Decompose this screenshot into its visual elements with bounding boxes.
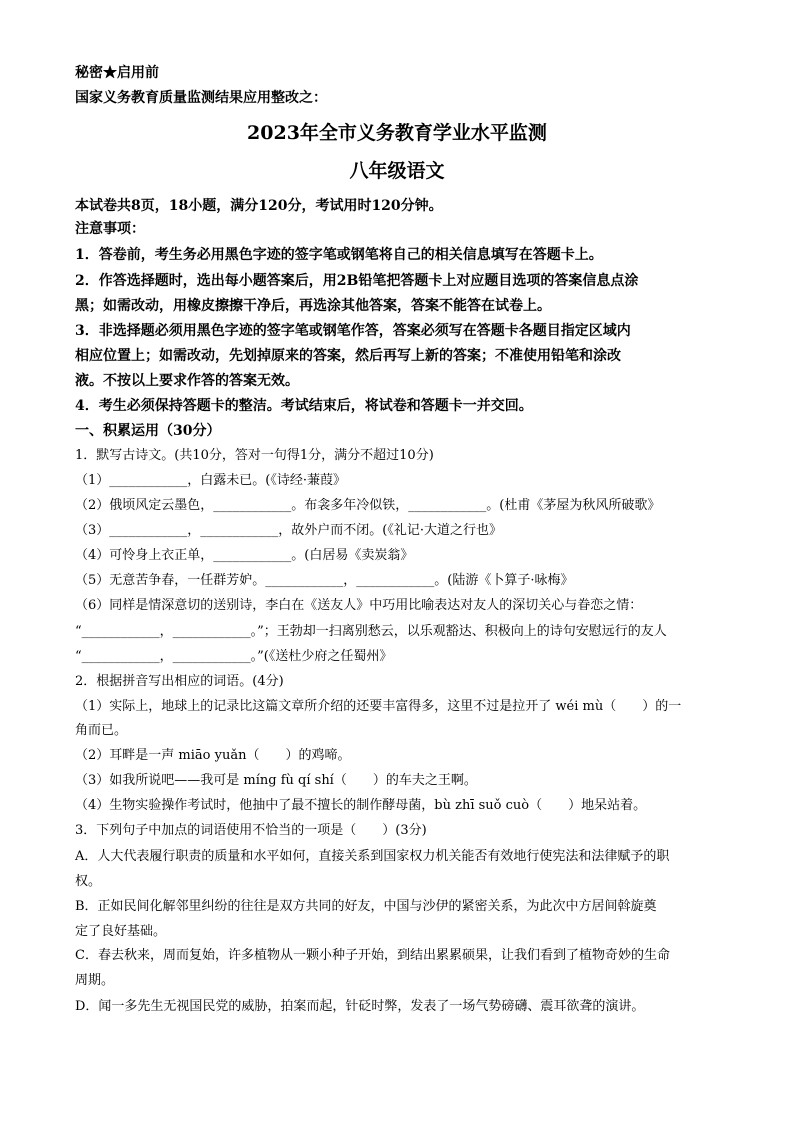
question-line: （1）____________，白露未已。(《诗经·蒹葭》: [75, 473, 346, 488]
note-line: 1．答卷前，考生务必用黑色字迹的签字笔或钢笔将自己的相关信息填写在答题卡上。: [75, 247, 603, 263]
question-line: “____________，____________。”(《送杜少府之任蜀州》: [75, 649, 393, 664]
section-heading: 一、积累运用（30分）: [75, 423, 221, 439]
question-line: （2）耳畔是一声 miāo yuǎn（ ）的鸡啼。: [75, 748, 351, 763]
question-line: （3）____________，____________，故外户而不闭。(《礼记·大道之行也》: [75, 523, 502, 538]
exam-title: 2023年全市义务教育学业水平监测: [247, 122, 547, 144]
question-line: 2．根据拼音写出相应的词语。(4分): [75, 674, 284, 689]
note-line: 液。不按以上要求作答的答案无效。: [75, 373, 299, 389]
question-line: （3）如我所说吧——我可是 míng fù qí shí（ ）的车夫之王啊。: [75, 773, 477, 788]
secret-label: 秘密★启用前: [75, 65, 159, 81]
question-line: （4）可怜身上衣正单，____________。(白居易《卖炭翁》: [75, 548, 414, 563]
exam-subtitle: 国家义务教育质量监测结果应用整改之：: [75, 90, 327, 106]
option-c: C．春去秋来，周而复始，许多植物从一颗小种子开始，到结出累累硕果，让我们看到了植物奇妙的生命: [75, 948, 670, 963]
question-line: 角而已。: [75, 723, 128, 738]
note-line: 相应位置上；如需改动，先划掉原来的答案，然后再写上新的答案；不准使用铅笔和涂改: [75, 348, 621, 364]
note-line: 2．作答选择题时，选出每小题答案后，用2B铅笔把答题卡上对应题目选项的答案信息点涂: [75, 273, 639, 289]
question-line: “____________，____________。”；王勃却一扫离别愁云，以乐观豁达、积极向上的诗句安慰远行的友人: [75, 624, 667, 639]
notes-heading: 注意事项：: [75, 221, 145, 237]
question-line: （2）俄顷风定云墨色，____________。布衾多年冷似铁，____________。(杜甫《茅屋为秋风所破歌》: [75, 498, 661, 513]
option-d: D．闻一多先生无视国民党的威胁，拍案而起，针砭时弊，发表了一场气势磅礴、震耳欲聋的演讲。: [75, 999, 645, 1014]
exam-grade-subject: 八年级语文: [349, 160, 445, 182]
option-a: A．人大代表履行职责的质量和水平如何，直接关系到国家权力机关能否有效地行使宪法和法律赋予的职: [75, 849, 670, 864]
option-b: B．正如民间化解邻里纠纷的往往是双方共同的好友，中国与沙伊的紧密关系，为此次中方居间斡旋奠: [75, 899, 657, 914]
question-line: 3．下列句子中加点的词语使用不恰当的一项是（ ）(3分): [75, 823, 427, 838]
note-line: 3．非选择题必须用黑色字迹的签字笔或钢笔作答，答案必须写在答题卡各题目指定区域内: [75, 323, 631, 339]
option-a-cont: 权。: [75, 874, 102, 889]
question-line: （1）实际上，地球上的记录比这篇文章所介绍的还要丰富得多，这里不过是拉开了 wéi mù（ ）的一: [75, 699, 682, 714]
question-line: （4）生物实验操作考试时，他抽中了最不擅长的制作酵母菌，bù zhī suǒ cuò（ ）地呆站着。: [75, 798, 647, 813]
question-line: 1．默写古诗文。(共10分，答对一句得1分，满分不超过10分): [75, 448, 434, 463]
exam-intro: 本试卷共8页，18小题，满分120分，考试用时120分钟。: [75, 198, 443, 214]
question-line: （6）同样是情深意切的送别诗，李白在《送友人》中巧用比喻表达对友人的深切关心与眷恋之情：: [75, 598, 643, 613]
note-line: 黑；如需改动，用橡皮擦擦干净后，再选涂其他答案，答案不能答在试卷上。: [75, 298, 551, 314]
question-line: （5）无意苦争春，一任群芳妒。____________，____________。(陆游《卜算子·咏梅》: [75, 573, 574, 588]
note-line: 4．考生必须保持答题卡的整洁。考试结束后，将试卷和答题卡一并交回。: [75, 398, 533, 414]
option-c-cont: 周期。: [75, 973, 115, 988]
option-b-cont: 定了良好基础。: [75, 924, 167, 939]
